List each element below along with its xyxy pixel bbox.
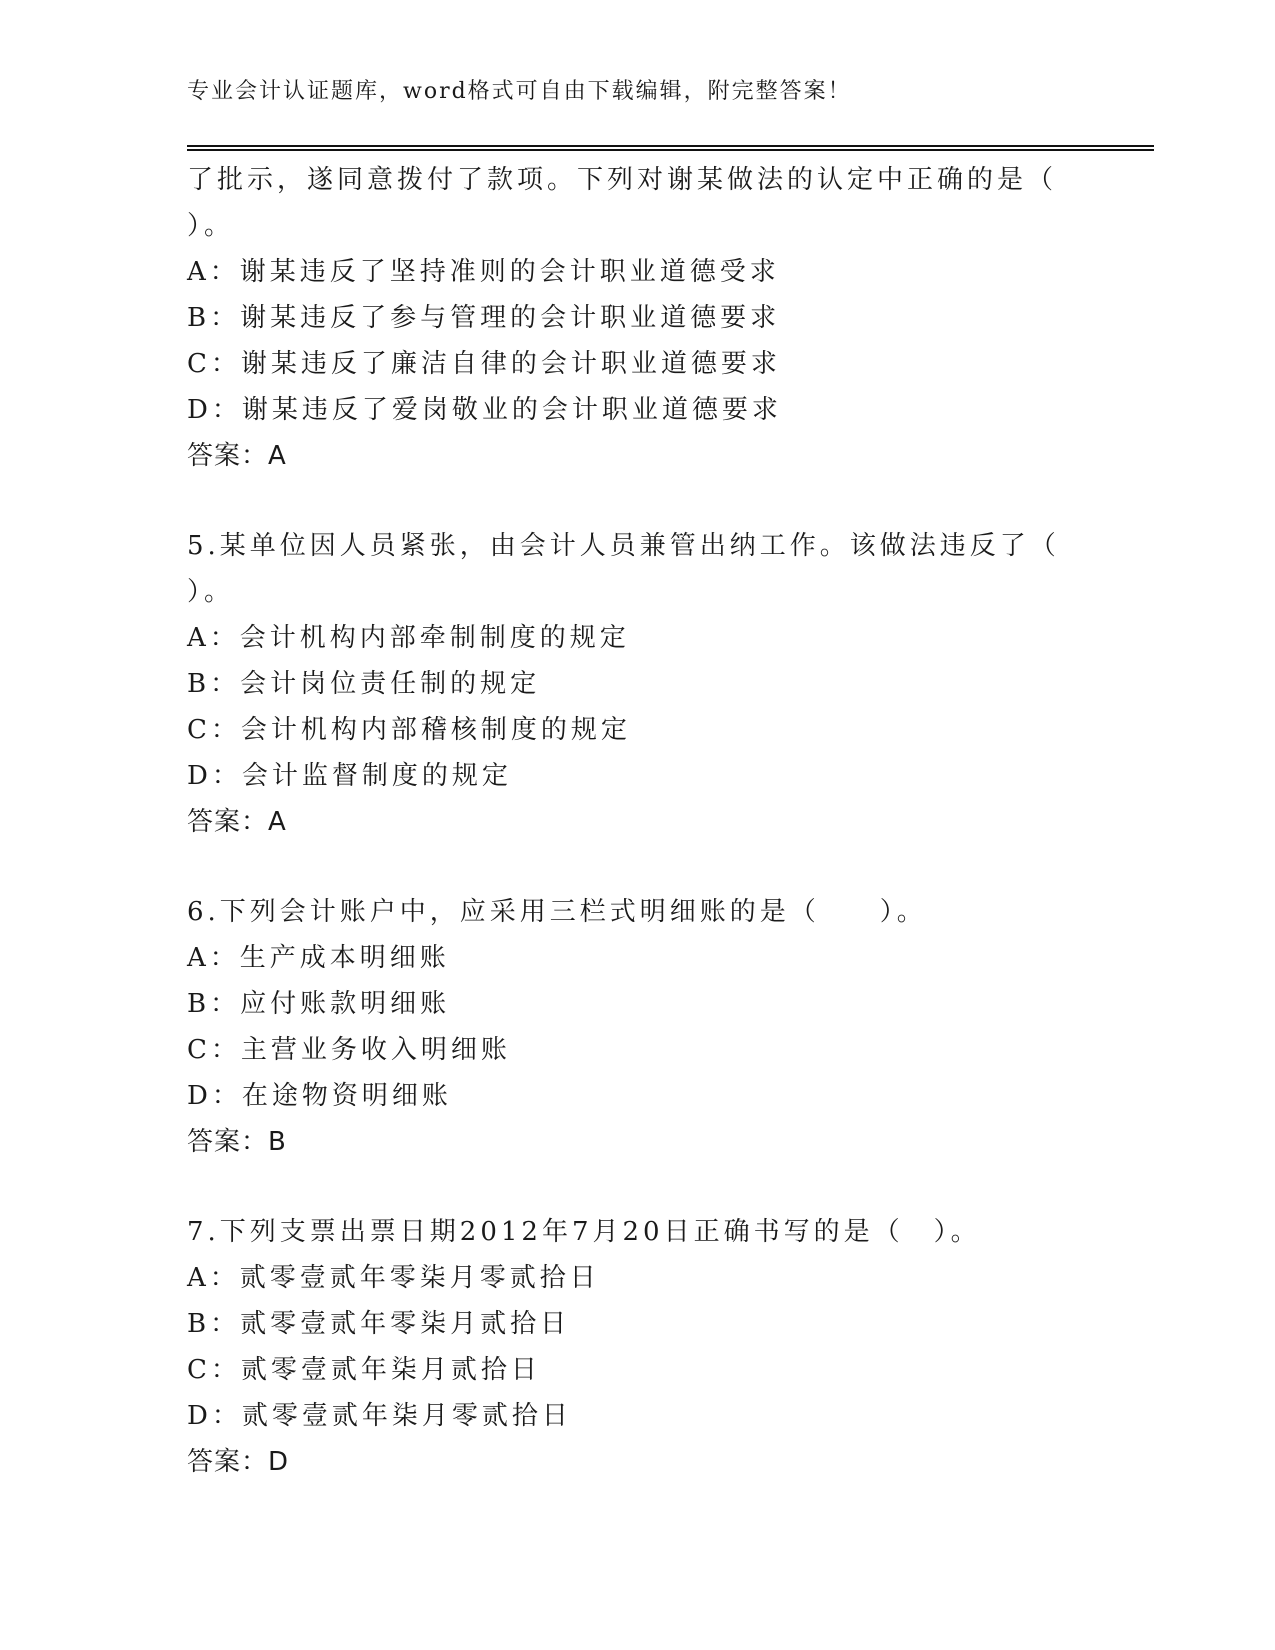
spacer (187, 479, 1087, 523)
question-5-option-a: A：会计机构内部牵制制度的规定 (187, 623, 630, 653)
question-6-option-b: B：应付账款明细账 (187, 989, 451, 1019)
question-5-block (187, 523, 1087, 845)
question-5-stem-line-1: 5.某单位因人员紧张，由会计人员兼管出纳工作。该做法违反了（ (187, 531, 1060, 561)
question-7-stem-line-1: 7.下列支票出票日期2012年7月20日正确书写的是（ ）。 (187, 1217, 981, 1247)
question-6-option-c: C：主营业务收入明细账 (187, 1035, 511, 1065)
question-4-option-b: B：谢某违反了参与管理的会计职业道德要求 (187, 303, 781, 333)
question-7-option-c: C：贰零壹贰年柒月贰拾日 (187, 1355, 541, 1385)
page-header: 专业会计认证题库，word格式可自由下载编辑，附完整答案！ (187, 79, 852, 104)
question-6-option-d: D：在途物资明细账 (187, 1081, 452, 1111)
spacer (187, 1165, 1087, 1209)
question-4-stem-line-2: ）。 (187, 211, 235, 241)
question-6-block (187, 889, 1087, 1165)
question-7-option-b: B：贰零壹贰年零柒月贰拾日 (187, 1309, 571, 1339)
question-7-answer: 答案：D (187, 1447, 290, 1477)
question-4-answer: 答案：A (187, 441, 287, 471)
question-6-option-a: A：生产成本明细账 (187, 943, 450, 973)
question-5-stem-line-2: ）。 (187, 577, 235, 607)
spacer (187, 845, 1087, 889)
header-double-rule (187, 145, 1154, 151)
question-4-option-c: C：谢某违反了廉洁自律的会计职业道德要求 (187, 349, 781, 379)
question-4-option-d: D：谢某违反了爱岗敬业的会计职业道德要求 (187, 395, 782, 425)
question-7-option-d: D：贰零壹贰年柒月零贰拾日 (187, 1401, 572, 1431)
question-5-option-d: D：会计监督制度的规定 (187, 761, 512, 791)
question-7-block (187, 1209, 1087, 1485)
question-7-option-a: A：贰零壹贰年零柒月零贰拾日 (187, 1263, 600, 1293)
question-6-stem-line-1: 6.下列会计账户中，应采用三栏式明细账的是（ ）。 (187, 897, 927, 927)
question-4-block (187, 157, 1087, 479)
question-5-option-b: B：会计岗位责任制的规定 (187, 669, 541, 699)
question-5-answer: 答案：A (187, 807, 287, 837)
question-4-option-a: A：谢某违反了坚持准则的会计职业道德受求 (187, 257, 780, 287)
question-4-stem-line-1: 了批示，遂同意拨付了款项。下列对谢某做法的认定中正确的是（ (187, 165, 1058, 195)
question-6-answer: 答案：B (187, 1127, 287, 1157)
question-content (187, 157, 1087, 1485)
question-5-option-c: C：会计机构内部稽核制度的规定 (187, 715, 631, 745)
